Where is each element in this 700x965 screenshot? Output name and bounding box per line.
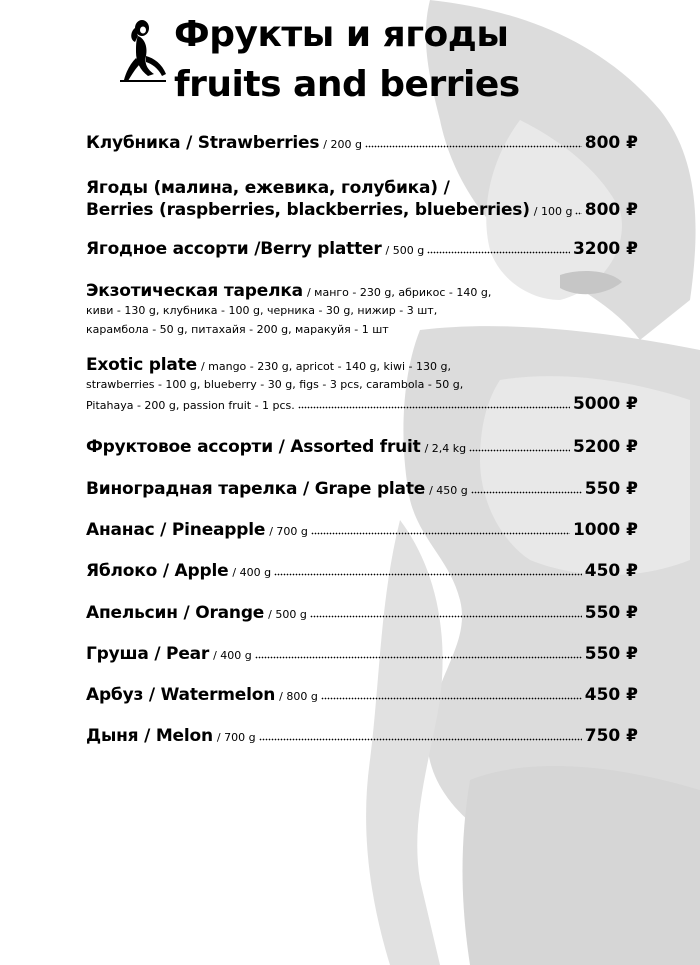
- item-description-line1: / mango - 230 g, apricot - 140 g, kiwi - 130 g,: [200, 360, 451, 373]
- item-weight: / 500 g: [385, 244, 425, 257]
- item-name: Фруктовое ассорти / Assorted fruit: [86, 437, 421, 457]
- item-price: 1000 ₽: [572, 520, 638, 540]
- menu-item-grape-plate: [86, 479, 638, 499]
- leader-dots: [575, 205, 581, 215]
- item-name: Апельсин / Orange: [86, 603, 265, 623]
- item-name: Ананас / Pineapple: [86, 520, 266, 540]
- item-description-line2: киви - 130 g, клубника - 100 g, черника - 30 g, нижир - 3 шт,: [86, 304, 438, 317]
- item-description-line2: strawberries - 100 g, blueberry - 30 g, figs - 3 pcs, carambola - 50 g,: [86, 378, 464, 391]
- item-weight: / 700 g: [269, 525, 308, 538]
- item-name: Экзотическая тарелка: [86, 281, 303, 301]
- leader-dots: [310, 608, 582, 618]
- menu-item-pear: [86, 644, 638, 664]
- item-price: 550 ₽: [584, 479, 638, 499]
- menu-item-apple: [86, 561, 638, 581]
- item-name: Виноградная тарелка / Grape plate: [86, 479, 426, 499]
- item-price: 5200 ₽: [572, 437, 638, 457]
- item-price: 550 ₽: [584, 644, 638, 664]
- item-price: 450 ₽: [584, 685, 638, 705]
- leader-dots: [469, 442, 570, 452]
- item-price: 3200 ₽: [572, 239, 638, 259]
- item-description-line3: Pitahaya - 200 g, passion fruit - 1 pcs.: [86, 399, 295, 412]
- item-weight: / 400 g: [213, 649, 252, 662]
- menu-item-exotic-plate-ru: [86, 281, 638, 339]
- leader-dots: [427, 244, 570, 254]
- leader-dots: [311, 525, 570, 535]
- leader-dots: [321, 690, 582, 700]
- title-russian: Фрукты и ягоды: [174, 14, 509, 55]
- menu-item-strawberries: [86, 133, 638, 153]
- leader-dots: [255, 649, 582, 659]
- item-weight: / 100 g: [533, 205, 573, 218]
- pinup-girl-logo-icon: [118, 18, 170, 84]
- menu-item-berries: [86, 177, 638, 223]
- item-name: Яблоко / Apple: [86, 561, 229, 581]
- leader-dots: [259, 731, 582, 741]
- item-name: Груша / Pear: [86, 644, 210, 664]
- leader-dots: [471, 484, 582, 494]
- item-weight: / 700 g: [216, 731, 256, 744]
- item-name: Ягодное ассорти /Berry platter: [86, 239, 382, 259]
- item-price: 5000 ₽: [572, 394, 638, 414]
- menu-item-berry-platter: [86, 239, 638, 259]
- item-weight: / 2,4 kg: [424, 442, 467, 455]
- item-weight: / 200 g: [323, 138, 362, 151]
- item-price: 750 ₽: [584, 726, 638, 746]
- title-english: fruits and berries: [174, 64, 520, 105]
- leader-dots: [274, 566, 582, 576]
- menu-item-melon: [86, 726, 638, 746]
- menu-item-watermelon: [86, 685, 638, 705]
- item-weight: / 500 g: [268, 608, 307, 621]
- leader-dots: [298, 399, 570, 409]
- item-description-line3: карамбола - 50 g, питахайя - 200 g, маракуйя - 1 шт: [86, 323, 389, 336]
- menu-item-assorted-fruit: [86, 437, 638, 457]
- item-price: 800 ₽: [584, 200, 638, 220]
- menu-item-orange: [86, 603, 638, 623]
- item-weight: / 800 g: [279, 690, 318, 703]
- leader-dots: [365, 138, 582, 148]
- item-weight: / 450 g: [429, 484, 468, 497]
- item-description-line1: / манго - 230 g, абрикос - 140 g,: [306, 286, 492, 299]
- item-price: 450 ₽: [584, 561, 638, 581]
- menu-item-exotic-plate-en: [86, 355, 638, 415]
- menu-title: [174, 14, 520, 106]
- item-name-line2: Berries (raspberries, blackberries, blueberries): [86, 200, 530, 220]
- item-name-line1: Ягоды (малина, ежевика, голубика) /: [86, 178, 450, 198]
- item-price: 800 ₽: [584, 133, 638, 153]
- item-name: Exotic plate: [86, 355, 197, 375]
- item-weight: / 400 g: [232, 566, 272, 579]
- item-name: Арбуз / Watermelon: [86, 685, 276, 705]
- item-name: Дыня / Melon: [86, 726, 213, 746]
- item-price: 550 ₽: [584, 603, 638, 623]
- menu-item-pineapple: [86, 520, 638, 540]
- item-name: Клубника / Strawberries: [86, 133, 320, 153]
